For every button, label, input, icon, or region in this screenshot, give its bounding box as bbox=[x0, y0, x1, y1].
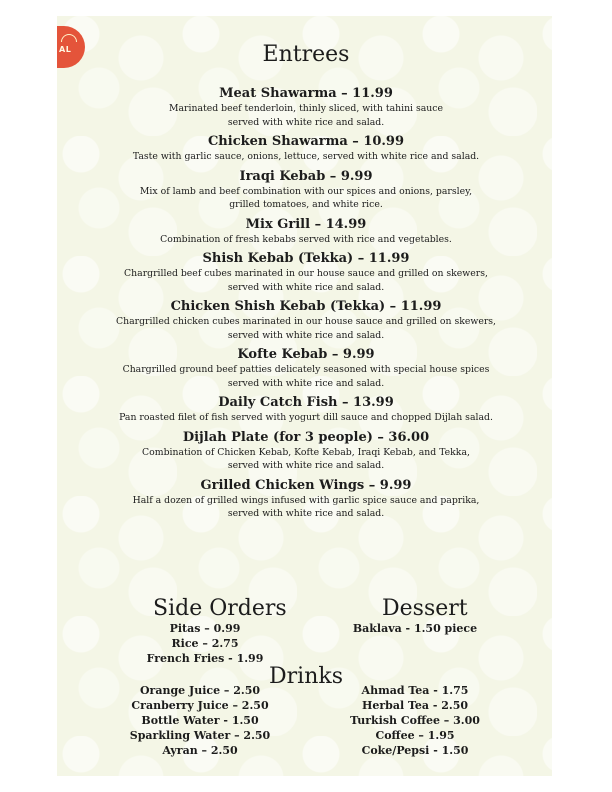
menu-item-description: Chargrilled ground beef patties delicately seasoned with special house spices served with white rice and salad. bbox=[122, 364, 490, 389]
menu-item bbox=[0, 430, 612, 473]
drinks-list-right bbox=[345, 683, 485, 758]
menu-item-description: Chargrilled chicken cubes marinated in our house sauce and grilled on skewers, served with white rice and salad. bbox=[116, 316, 496, 341]
menu-item-title: Dijlah Plate (for 3 people) – 36.00 bbox=[182, 429, 430, 445]
menu-item-description: Combination of Chicken Kebab, Kofte Kebab, Iraqi Kebab, and Tekka, served with white rice and salad. bbox=[142, 446, 470, 471]
side-orders-list bbox=[140, 621, 270, 666]
drink-item: Coffee – 1.95 bbox=[375, 729, 455, 742]
drink-item: Coke/Pepsi - 1.50 bbox=[361, 744, 469, 757]
side-orders-heading: Side Orders bbox=[153, 596, 287, 621]
dessert-item: Baklava - 1.50 piece bbox=[352, 622, 478, 635]
drink-item: Turkish Coffee – 3.00 bbox=[350, 714, 480, 727]
menu-item bbox=[0, 134, 612, 164]
menu-item-title: Meat Shawarma – 11.99 bbox=[219, 86, 393, 101]
menu-item-title: Grilled Chicken Wings – 9.99 bbox=[200, 477, 412, 493]
menu-item-title: Shish Kebab (Tekka) – 11.99 bbox=[202, 251, 410, 266]
menu-item bbox=[0, 169, 612, 212]
menu-item bbox=[0, 86, 612, 129]
mosque-arch-icon bbox=[61, 34, 77, 42]
menu-item-description: Half a dozen of grilled wings infused with garlic spice sauce and paprika, served with white rice and salad. bbox=[132, 494, 480, 519]
menu-item-description: Chargrilled beef cubes marinated in our house sauce and grilled on skewers, served with white rice and salad. bbox=[124, 268, 488, 293]
drink-item: Bottle Water - 1.50 bbox=[141, 714, 259, 727]
side-order-item: Rice – 2.75 bbox=[171, 637, 239, 650]
entrees-list bbox=[0, 86, 612, 521]
side-order-item: Pitas – 0.99 bbox=[169, 622, 241, 635]
menu-item-title: Chicken Shish Kebab (Tekka) – 11.99 bbox=[170, 299, 442, 314]
menu-item bbox=[0, 217, 612, 247]
drink-item: Orange Juice – 2.50 bbox=[139, 684, 261, 697]
drink-item: Sparkling Water – 2.50 bbox=[129, 729, 271, 742]
menu-item bbox=[0, 478, 612, 521]
entrees-heading: Entrees bbox=[262, 42, 350, 67]
menu-item bbox=[0, 299, 612, 342]
drink-item: Ayran – 2.50 bbox=[162, 744, 238, 757]
menu-item-description: Combination of fresh kebabs served with rice and vegetables. bbox=[160, 233, 452, 245]
badge-text: AL bbox=[59, 45, 72, 54]
drink-item: Ahmad Tea - 1.75 bbox=[361, 684, 469, 697]
drinks-heading: Drinks bbox=[269, 664, 343, 689]
side-order-item: French Fries - 1.99 bbox=[146, 652, 264, 665]
menu-item-description: Taste with garlic sauce, onions, lettuce, served with white rice and salad. bbox=[132, 151, 480, 162]
dessert-heading: Dessert bbox=[382, 596, 468, 621]
dessert-list bbox=[345, 621, 485, 636]
drink-item: Herbal Tea - 2.50 bbox=[361, 699, 469, 712]
menu-item-title: Chicken Shawarma – 10.99 bbox=[207, 134, 405, 149]
menu-item bbox=[0, 251, 612, 294]
drinks-list-left bbox=[125, 683, 275, 758]
menu-item-description: Pan roasted filet of fish served with yogurt dill sauce and chopped Dijlah salad. bbox=[119, 412, 493, 423]
menu-item-title: Iraqi Kebab – 9.99 bbox=[239, 168, 373, 184]
menu-item-title: Kofte Kebab – 9.99 bbox=[237, 347, 375, 362]
menu-item-description: Marinated beef tenderloin, thinly sliced, with tahini sauce served with white rice and salad. bbox=[169, 103, 443, 128]
menu-item bbox=[0, 347, 612, 390]
menu-item-title: Mix Grill – 14.99 bbox=[245, 216, 367, 232]
menu-item-title: Daily Catch Fish – 13.99 bbox=[218, 395, 394, 410]
menu-item bbox=[0, 395, 612, 425]
drink-item: Cranberry Juice – 2.50 bbox=[131, 699, 269, 712]
menu-item-description: Mix of lamb and beef combination with our spices and onions, parsley, grilled tomatoes, and white rice. bbox=[139, 185, 473, 210]
